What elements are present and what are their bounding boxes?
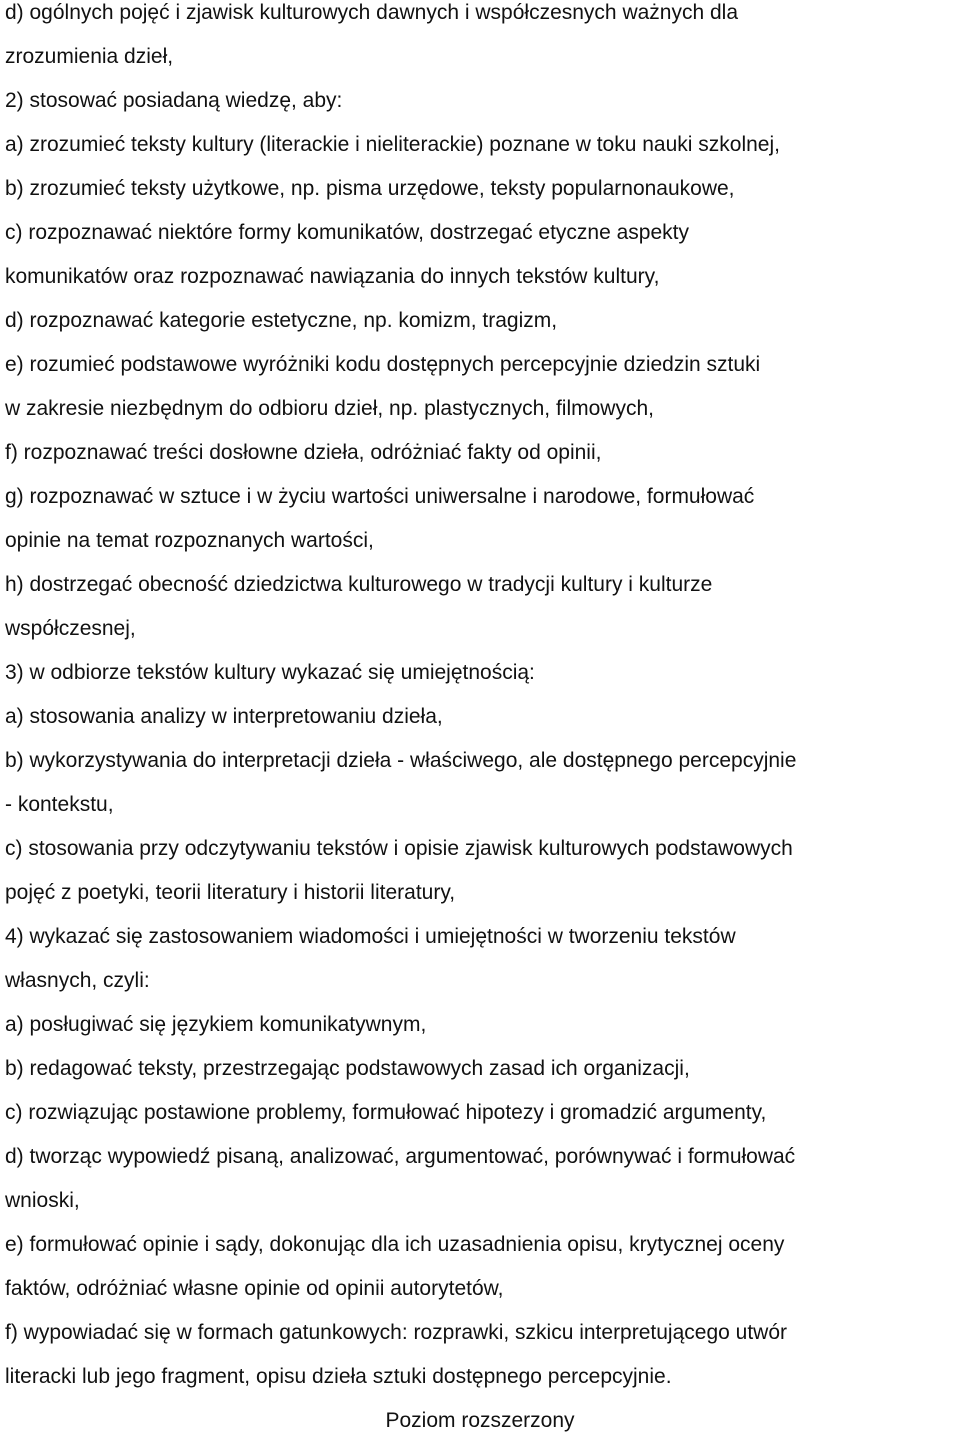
text-line: g) rozpoznawać w sztuce i w życiu wartości uniwersalne i narodowe, formułować — [5, 485, 755, 508]
text-line: c) stosowania przy odczytywaniu tekstów i opisie zjawisk kulturowych podstawowych — [5, 837, 793, 860]
text-line: opinie na temat rozpoznanych wartości, — [5, 529, 374, 552]
text-line: f) wypowiadać się w formach gatunkowych: rozprawki, szkicu interpretującego utwór — [5, 1321, 787, 1344]
section-footer-heading: Poziom rozszerzony — [385, 1409, 575, 1432]
text-line: h) dostrzegać obecność dziedzictwa kulturowego w tradycji kultury i kulturze — [5, 573, 713, 596]
text-line: współczesnej, — [5, 617, 136, 640]
text-line: b) redagować teksty, przestrzegając podstawowych zasad ich organizacji, — [5, 1057, 690, 1080]
text-line: literacki lub jego fragment, opisu dzieła sztuki dostępnego percepcyjnie. — [5, 1365, 672, 1388]
text-line: f) rozpoznawać treści dosłowne dzieła, odróżniać fakty od opinii, — [5, 441, 602, 464]
text-line: d) ogólnych pojęć i zjawisk kulturowych dawnych i współczesnych ważnych dla — [5, 1, 739, 24]
text-line: zrozumienia dzieł, — [5, 45, 174, 68]
text-line: komunikatów oraz rozpoznawać nawiązania do innych tekstów kultury, — [5, 265, 660, 288]
text-line: - kontekstu, — [5, 793, 114, 816]
text-line: d) tworząc wypowiedź pisaną, analizować, argumentować, porównywać i formułować — [5, 1145, 796, 1168]
text-line: 2) stosować posiadaną wiedzę, aby: — [5, 89, 343, 112]
text-line: e) formułować opinie i sądy, dokonując dla ich uzasadnienia opisu, krytycznej oceny — [5, 1233, 785, 1256]
text-line: e) rozumieć podstawowe wyróżniki kodu dostępnych percepcyjnie dziedzin sztuki — [5, 353, 761, 376]
text-line: 3) w odbiorze tekstów kultury wykazać się umiejętnością: — [5, 661, 535, 684]
text-line: a) zrozumieć teksty kultury (literackie i nieliterackie) poznane w toku nauki szkolnej, — [5, 133, 780, 156]
text-line: c) rozwiązując postawione problemy, formułować hipotezy i gromadzić argumenty, — [5, 1101, 767, 1124]
text-line: w zakresie niezbędnym do odbioru dzieł, np. plastycznych, filmowych, — [5, 397, 654, 420]
text-line: 4) wykazać się zastosowaniem wiadomości i umiejętności w tworzeniu tekstów — [5, 925, 736, 948]
text-line: własnych, czyli: — [5, 969, 150, 992]
text-line: c) rozpoznawać niektóre formy komunikatów, dostrzegać etyczne aspekty — [5, 221, 689, 244]
text-line: wnioski, — [5, 1189, 80, 1212]
text-line: faktów, odróżniać własne opinie od opinii autorytetów, — [5, 1277, 504, 1300]
text-line: a) stosowania analizy w interpretowaniu dzieła, — [5, 705, 443, 728]
text-line: b) wykorzystywania do interpretacji dzieła - właściwego, ale dostępnego percepcyjnie — [5, 749, 797, 772]
text-line: a) posługiwać się językiem komunikatywnym, — [5, 1013, 427, 1036]
text-line: b) zrozumieć teksty użytkowe, np. pisma urzędowe, teksty popularnonaukowe, — [5, 177, 735, 200]
text-line: pojęć z poetyki, teorii literatury i historii literatury, — [5, 881, 456, 904]
text-line: d) rozpoznawać kategorie estetyczne, np. komizm, tragizm, — [5, 309, 558, 332]
